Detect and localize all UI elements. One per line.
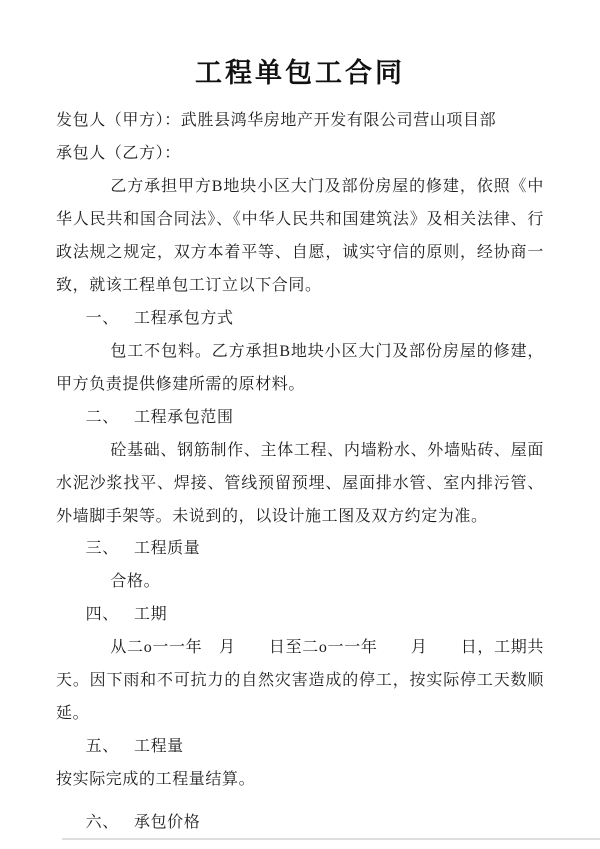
section-3-title: 工程质量 [133, 540, 201, 558]
section-2-title: 工程承包范围 [133, 408, 234, 426]
section-4-body: 从二o一一年 月 日至二o一一年 月 日，工期共 天。因下雨和不可抗力的自然灾害造成的停工，按实际停工天数顺延。 [56, 639, 561, 723]
section-4-number: 四、 [85, 606, 119, 624]
section-3-body: 合格。 [110, 573, 161, 591]
document-title: 工程单包工合同 [195, 58, 405, 88]
section-5-body: 按实际完成的工程量结算。 [56, 771, 256, 789]
section-5-heading [56, 731, 544, 764]
page-bottom-scan-edge [62, 838, 600, 840]
section-5-number: 五、 [85, 738, 119, 756]
section-4-heading [56, 599, 544, 632]
section-1-title: 工程承包方式 [133, 309, 234, 327]
section-2-heading [56, 402, 544, 435]
section-5-title: 工程量 [133, 738, 184, 756]
section-6-title: 承包价格 [133, 814, 201, 832]
section-4-title: 工期 [133, 606, 168, 624]
section-6-heading [56, 807, 544, 840]
section-1-body: 包工不包料。乙方承担B地块小区大门及部份房屋的修建，甲方负责提供修建所需的原材料。 [56, 342, 544, 393]
section-1-heading [56, 303, 544, 336]
section-3-number: 三、 [85, 540, 119, 558]
section-2-body: 砼基础、钢筋制作、主体工程、内墙粉水、外墙贴砖、屋面水泥沙浆找平、焊接、管线预留预埋、屋面排水管、室内排污管、外墙脚手架等。未说到的，以设计施工图及双方约定为准。 [56, 441, 544, 525]
section-1-number: 一、 [85, 309, 119, 327]
section-3-heading [56, 533, 544, 566]
section-6-number: 六、 [85, 814, 119, 832]
party-a-line: 发包人（甲方）：武胜县鸿华房地产开发有限公司营山项目部 [56, 112, 497, 130]
party-b-line: 承包人（乙方）： [56, 145, 181, 163]
preamble-paragraph: 乙方承担甲方B地块小区大门及部份房屋的修建，依照《中华人民共和国合同法》、《中华人民共和国建筑法》及相关法律、行政法规之规定，双方本着平等、自愿，诚实守信的原则，经协商一致，就该工程单包工订立以下合同。 [56, 178, 544, 294]
section-2-number: 二、 [85, 408, 119, 426]
